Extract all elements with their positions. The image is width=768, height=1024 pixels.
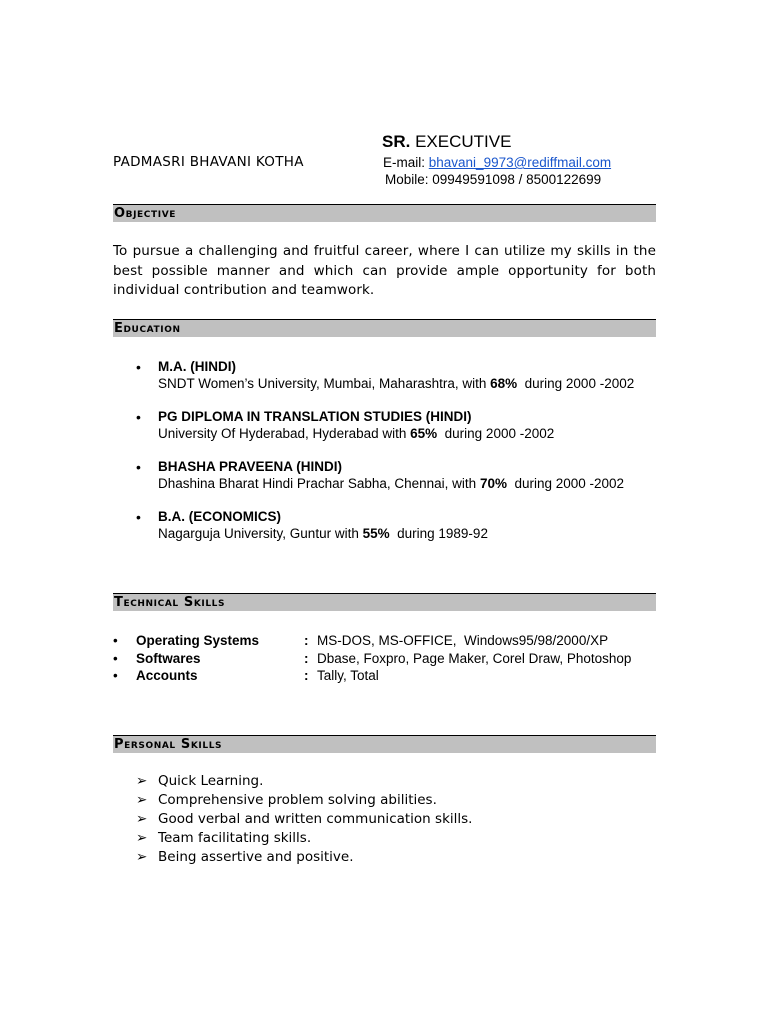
tech-skill-row [113, 632, 673, 649]
email-line: E-mail: bhavani_9973@rediffmail.com [383, 155, 612, 170]
tech-skill-row [113, 667, 673, 684]
personal-skill-item: ➢ Being assertive and positive. [136, 849, 354, 865]
arrow-bullet-icon: ➢ [136, 792, 148, 808]
bullet-icon: • [136, 409, 141, 425]
section-objective: Objective [113, 204, 656, 222]
bullet-icon: • [136, 509, 141, 525]
degree-title: PG DIPLOMA IN TRANSLATION STUDIES (HINDI) [158, 409, 472, 424]
institution-line: University Of Hyderabad, Hyderabad with 65% during 2000 -2002 [158, 426, 555, 441]
colon-separator: : [304, 668, 309, 683]
personal-skill-item: ➢ Good verbal and written communication skills. [136, 811, 473, 827]
tech-skill-key: Accounts [136, 668, 198, 683]
email-link[interactable]: bhavani_9973@rediffmail.com [428, 155, 612, 170]
institution-line: Nagarguja University, Guntur with 55% during 1989-92 [158, 526, 488, 541]
arrow-bullet-icon: ➢ [136, 773, 148, 789]
tech-skill-value: MS-DOS, MS-OFFICE, Windows95/98/2000/XP [317, 633, 609, 648]
colon-separator: : [304, 633, 309, 648]
degree-title: BHASHA PRAVEENA (HINDI) [158, 459, 343, 474]
bullet-icon: • [113, 651, 118, 666]
candidate-name: PADMASRI BHAVANI KOTHA [113, 154, 304, 170]
degree-title: M.A. (HINDI) [158, 359, 236, 374]
bullet-icon: • [136, 359, 141, 375]
tech-skill-value: Dbase, Foxpro, Page Maker, Corel Draw, Photoshop [317, 651, 632, 666]
institution-line: Dhashina Bharat Hindi Prachar Sabha, Chennai, with 70% during 2000 -2002 [158, 476, 625, 491]
bullet-icon: • [113, 633, 118, 648]
section-education: Education [113, 319, 656, 337]
arrow-bullet-icon: ➢ [136, 830, 148, 846]
section-personal-skills: Personal Skills [113, 735, 656, 753]
tech-skill-key: Softwares [136, 651, 201, 666]
mobile-line: Mobile: 09949591098 / 8500122699 [385, 172, 602, 187]
tech-skill-row [113, 650, 673, 667]
personal-skill-item: ➢ Quick Learning. [136, 773, 264, 789]
tech-skill-value: Tally, Total [317, 668, 379, 683]
job-title: SR. EXECUTIVE [382, 132, 512, 151]
institution-line: SNDT Women’s University, Mumbai, Maharashtra, with 68% during 2000 -2002 [158, 376, 635, 391]
section-technical-skills: Technical Skills [113, 593, 656, 611]
colon-separator: : [304, 651, 309, 666]
bullet-icon: • [113, 668, 118, 683]
degree-title: B.A. (ECONOMICS) [158, 509, 281, 524]
arrow-bullet-icon: ➢ [136, 849, 148, 865]
tech-skill-key: Operating Systems [136, 633, 260, 648]
bullet-icon: • [136, 459, 141, 475]
arrow-bullet-icon: ➢ [136, 811, 148, 827]
personal-skill-item: ➢ Team facilitating skills. [136, 830, 312, 846]
objective-text: To pursue a challenging and fruitful career, where I can utilize my skills in the best possible manner and which can provide ample opportunity for both individual contribution and teamwork. [113, 243, 656, 298]
personal-skill-item: ➢ Comprehensive problem solving abilities. [136, 792, 437, 808]
